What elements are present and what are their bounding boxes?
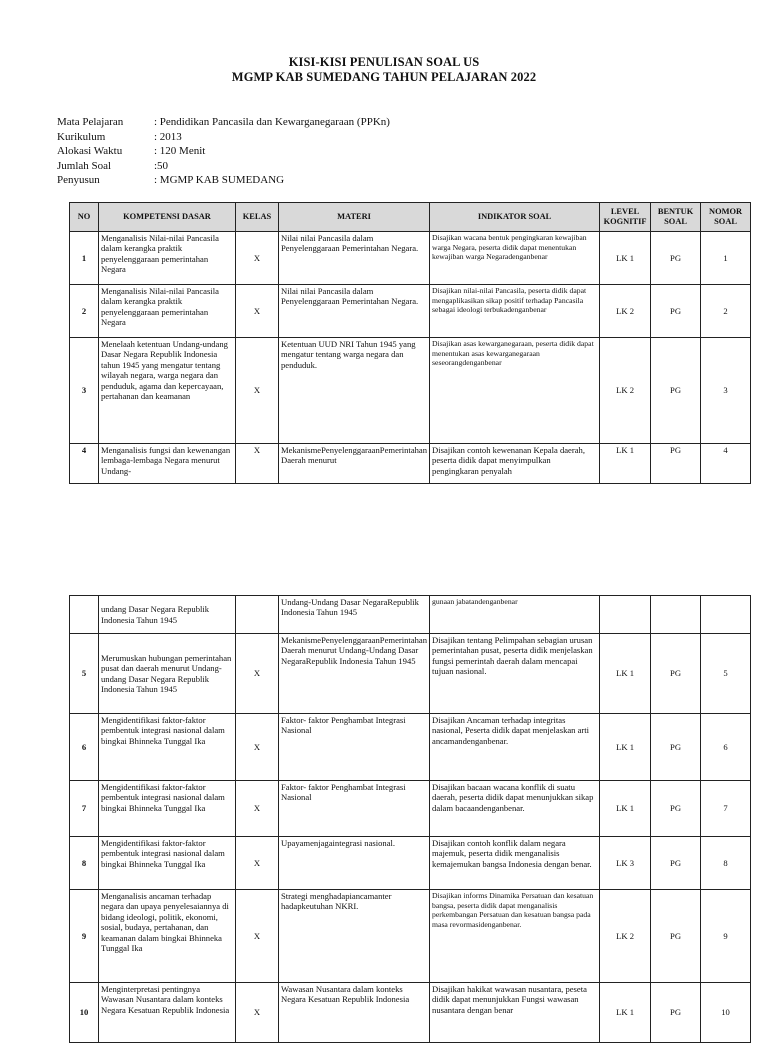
meta-row-count xyxy=(57,159,390,174)
cell-bentuk: PG xyxy=(651,338,701,444)
cell-no: 7 xyxy=(70,781,99,837)
header-level-kognitif: LEVEL KOGNITIF xyxy=(600,203,651,232)
cell-bentuk xyxy=(651,596,701,634)
header-nomor-soal: NOMOR SOAL xyxy=(701,203,751,232)
cell-level: LK 1 xyxy=(600,983,651,1043)
cell-kompetensi-dasar: Menganalisis Nilai-nilai Pancasila dalam kerangka praktik penyelenggaraan pemerintahan Negara xyxy=(99,232,236,285)
header-indikator-soal: INDIKATOR SOAL xyxy=(430,203,600,232)
cell-kelas: X xyxy=(236,890,279,983)
cell-materi: MekanismePenyelenggaraanPemerintahan Daerah menurut Undang-Undang Dasar NegaraRepublik Indonesia Tahun 1945 xyxy=(279,634,430,714)
cell-kelas: X xyxy=(236,232,279,285)
cell-level: LK 3 xyxy=(600,837,651,890)
table-row xyxy=(70,837,751,890)
cell-kelas: X xyxy=(236,837,279,890)
cell-nomor: 3 xyxy=(701,338,751,444)
cell-kelas: X xyxy=(236,444,279,484)
cell-indikator: Disajikan nilai-nilai Pancasila, peserta didik dapat mengaplikasikan sikap positif terhadap Pancasila sebagai ideologi terbukadenganbenar xyxy=(430,285,600,338)
cell-level: LK 2 xyxy=(600,338,651,444)
table-row xyxy=(70,338,751,444)
meta-value: : Pendidikan Pancasila dan Kewarganegaraan (PPKn) xyxy=(154,116,390,128)
cell-indikator: Disajikan wacana bentuk pengingkaran kewajiban warga Negara, peserta didik dapat menentukan kewajiban warga Negaradenganbenar xyxy=(430,232,600,285)
table-header-row xyxy=(70,203,751,232)
meta-value: : MGMP KAB SUMEDANG xyxy=(154,174,285,186)
cell-bentuk: PG xyxy=(651,634,701,714)
cell-bentuk: PG xyxy=(651,837,701,890)
cell-kompetensi-dasar: Mengidentifikasi faktor-faktor pembentuk integrasi nasional dalam bingkai Bhinneka Tunggal Ika xyxy=(99,714,236,781)
cell-nomor: 7 xyxy=(701,781,751,837)
cell-no: 6 xyxy=(70,714,99,781)
cell-materi: Nilai nilai Pancasila dalam Penyelenggaraan Pemerintahan Negara. xyxy=(279,285,430,338)
meta-key: Mata Pelajaran xyxy=(57,116,124,128)
cell-bentuk: PG xyxy=(651,285,701,338)
cell-nomor: 5 xyxy=(701,634,751,714)
cell-kompetensi-dasar: undang Dasar Negara Republik Indonesia Tahun 1945 xyxy=(99,596,236,634)
cell-indikator: Disajikan asas kewarganegaraan, peserta didik dapat menentukan asas kewarganegaraan seseorangdenganbenar xyxy=(430,338,600,444)
cell-kelas: X xyxy=(236,634,279,714)
cell-kelas xyxy=(236,596,279,634)
cell-kompetensi-dasar: Menganalisis fungsi dan kewenangan lembaga-lembaga Negara menurut Undang- xyxy=(99,444,236,484)
cell-no: 2 xyxy=(70,285,99,338)
header-kompetensi-dasar: KOMPETENSI DASAR xyxy=(99,203,236,232)
cell-level: LK 2 xyxy=(600,890,651,983)
cell-indikator: Disajikan Ancaman terhadap integritas nasional, Peserta didik dapat menjelaskan arti ancamandenganbenar. xyxy=(430,714,600,781)
cell-indikator: Disajikan contoh konflik dalam negara majemuk, peserta didik menganalisis kemajemukan bangsa Indonesia dengan benar. xyxy=(430,837,600,890)
cell-materi: Upayamenjagaintegrasi nasional. xyxy=(279,837,430,890)
table-row xyxy=(70,634,751,714)
cell-indikator: Disajikan informs Dinamika Persatuan dan kesatuan bangsa, peserta didik dapat menganalisis perkembangan Persatuan dan kesatuan bangsa pada masa revormasidenganbenar. xyxy=(430,890,600,983)
meta-key: Penyusun xyxy=(57,174,100,186)
cell-indikator: Disajikan tentang Pelimpahan sebagian urusan pemerintahan pusat, peserta didik menjelaskan fungsi pemerintah daerah dalam mencapai tujuan nasional. xyxy=(430,634,600,714)
cell-materi: Nilai nilai Pancasila dalam Penyelenggaraan Pemerintahan Negara. xyxy=(279,232,430,285)
cell-no: 9 xyxy=(70,890,99,983)
cell-kelas: X xyxy=(236,285,279,338)
cell-nomor: 2 xyxy=(701,285,751,338)
table-row xyxy=(70,983,751,1043)
cell-kompetensi-dasar: Menganalisis ancaman terhadap negara dan upaya penyelesaiannya di bidang ideologi, politik, ekonomi, sosial, budaya, pertahanan, dan keamanan dalam bingkai Bhinneka Tunggal Ika xyxy=(99,890,236,983)
meta-value: :50 xyxy=(154,159,169,172)
grid-table-page-1 xyxy=(69,202,751,484)
cell-nomor: 9 xyxy=(701,890,751,983)
cell-level: LK 2 xyxy=(600,285,651,338)
meta-value: : 2013 xyxy=(154,130,182,143)
cell-kelas: X xyxy=(236,983,279,1043)
cell-materi: Strategi menghadapiancamanter hadapkeutuhan NKRI. xyxy=(279,890,430,983)
cell-nomor: 1 xyxy=(701,232,751,285)
cell-materi: Wawasan Nusantara dalam konteks Negara Kesatuan Republik Indonesia xyxy=(279,983,430,1043)
cell-bentuk: PG xyxy=(651,781,701,837)
meta-row-author xyxy=(57,173,390,188)
meta-key: Jumlah Soal xyxy=(57,159,112,172)
cell-level: LK 1 xyxy=(600,444,651,484)
cell-kompetensi-dasar: Menganalisis Nilai-nilai Pancasila dalam kerangka praktik penyelenggaraan pemerintahan Negara xyxy=(99,285,236,338)
cell-indikator: Disajikan hakikat wawasan nusantara, peseta didik dapat menunjukkan Fungsi wawasan nusantara dengan benar xyxy=(430,983,600,1043)
cell-kompetensi-dasar: Merumuskan hubungan pemerintahan pusat dan daerah menurut Undang-undang Dasar Negara Republik Indonesia Tahun 1945 xyxy=(99,634,236,714)
grid-table-page-2 xyxy=(69,595,751,1043)
table-row xyxy=(70,714,751,781)
cell-indikator: gunaan jabatandenganbenar xyxy=(430,596,600,634)
document-title: KISI-KISI PENULISAN SOAL US xyxy=(288,55,480,69)
meta-value: : 120 Menit xyxy=(154,145,206,157)
cell-nomor: 6 xyxy=(701,714,751,781)
cell-no: 4 xyxy=(70,444,99,484)
cell-level: LK 1 xyxy=(600,714,651,781)
cell-bentuk: PG xyxy=(651,714,701,781)
cell-level: LK 1 xyxy=(600,634,651,714)
cell-bentuk: PG xyxy=(651,444,701,484)
meta-key: Kurikulum xyxy=(57,130,106,143)
table-row xyxy=(70,444,751,484)
cell-nomor: 10 xyxy=(701,983,751,1043)
meta-key: Alokasi Waktu xyxy=(57,145,123,157)
meta-row-curriculum xyxy=(57,130,390,145)
cell-kompetensi-dasar: Menelaah ketentuan Undang-undang Dasar Negara Republik Indonesia tahun 1945 yang mengatur tentang wilayah negara, warga negara dan penduduk, agama dan kepercayaan, pertahanan dan keamanan xyxy=(99,338,236,444)
cell-materi: Faktor- faktor Penghambat Integrasi Nasional xyxy=(279,714,430,781)
cell-no xyxy=(70,596,99,634)
cell-no: 8 xyxy=(70,837,99,890)
cell-kelas: X xyxy=(236,714,279,781)
meta-row-time xyxy=(57,144,390,159)
cell-kompetensi-dasar: Menginterpretasi pentingnya Wawasan Nusantara dalam konteks Negara Kesatuan Republik Indonesia xyxy=(99,983,236,1043)
document-metadata xyxy=(57,115,390,188)
cell-level: LK 1 xyxy=(600,781,651,837)
cell-no: 10 xyxy=(70,983,99,1043)
meta-row-subject xyxy=(57,115,390,130)
cell-no: 5 xyxy=(70,634,99,714)
cell-level: LK 1 xyxy=(600,232,651,285)
cell-materi: MekanismePenyelenggaraanPemerintahan Daerah menurut xyxy=(279,444,430,484)
cell-materi: Undang-Undang Dasar NegaraRepublik Indonesia Tahun 1945 xyxy=(279,596,430,634)
cell-no: 1 xyxy=(70,232,99,285)
cell-indikator: Disajikan contoh kewenanan Kepala daerah, peserta didik dapat menyimpulkan pengingkaran penyalah xyxy=(430,444,600,484)
header-kelas: KELAS xyxy=(236,203,279,232)
document-subtitle: MGMP KAB SUMEDANG TAHUN PELAJARAN 2022 xyxy=(231,70,537,84)
table-row xyxy=(70,285,751,338)
cell-materi: Ketentuan UUD NRI Tahun 1945 yang mengatur tentang warga negara dan penduduk. xyxy=(279,338,430,444)
cell-level xyxy=(600,596,651,634)
header-no: NO xyxy=(70,203,99,232)
cell-materi: Faktor- faktor Penghambat Integrasi Nasional xyxy=(279,781,430,837)
cell-bentuk: PG xyxy=(651,983,701,1043)
cell-nomor: 4 xyxy=(701,444,751,484)
header-materi: MATERI xyxy=(279,203,430,232)
cell-indikator: Disajikan bacaan wacana konflik di suatu daerah, peserta didik dapat menunjukkan sikap dalam bacaandenganbenar. xyxy=(430,781,600,837)
cell-kompetensi-dasar: Mengidentifikasi faktor-faktor pembentuk integrasi nasional dalam bingkai Bhinneka Tunggal Ika xyxy=(99,781,236,837)
cell-nomor xyxy=(701,596,751,634)
cell-kelas: X xyxy=(236,338,279,444)
cell-kompetensi-dasar: Mengidentifikasi faktor-faktor pembentuk integrasi nasional dalam bingkai Bhinneka Tunggal Ika xyxy=(99,837,236,890)
table-row xyxy=(70,890,751,983)
cell-no: 3 xyxy=(70,338,99,444)
table-row xyxy=(70,232,751,285)
table-row xyxy=(70,596,751,634)
cell-bentuk: PG xyxy=(651,890,701,983)
cell-kelas: X xyxy=(236,781,279,837)
cell-nomor: 8 xyxy=(701,837,751,890)
header-bentuk-soal: BENTUK SOAL xyxy=(651,203,701,232)
table-row xyxy=(70,781,751,837)
cell-bentuk: PG xyxy=(651,232,701,285)
